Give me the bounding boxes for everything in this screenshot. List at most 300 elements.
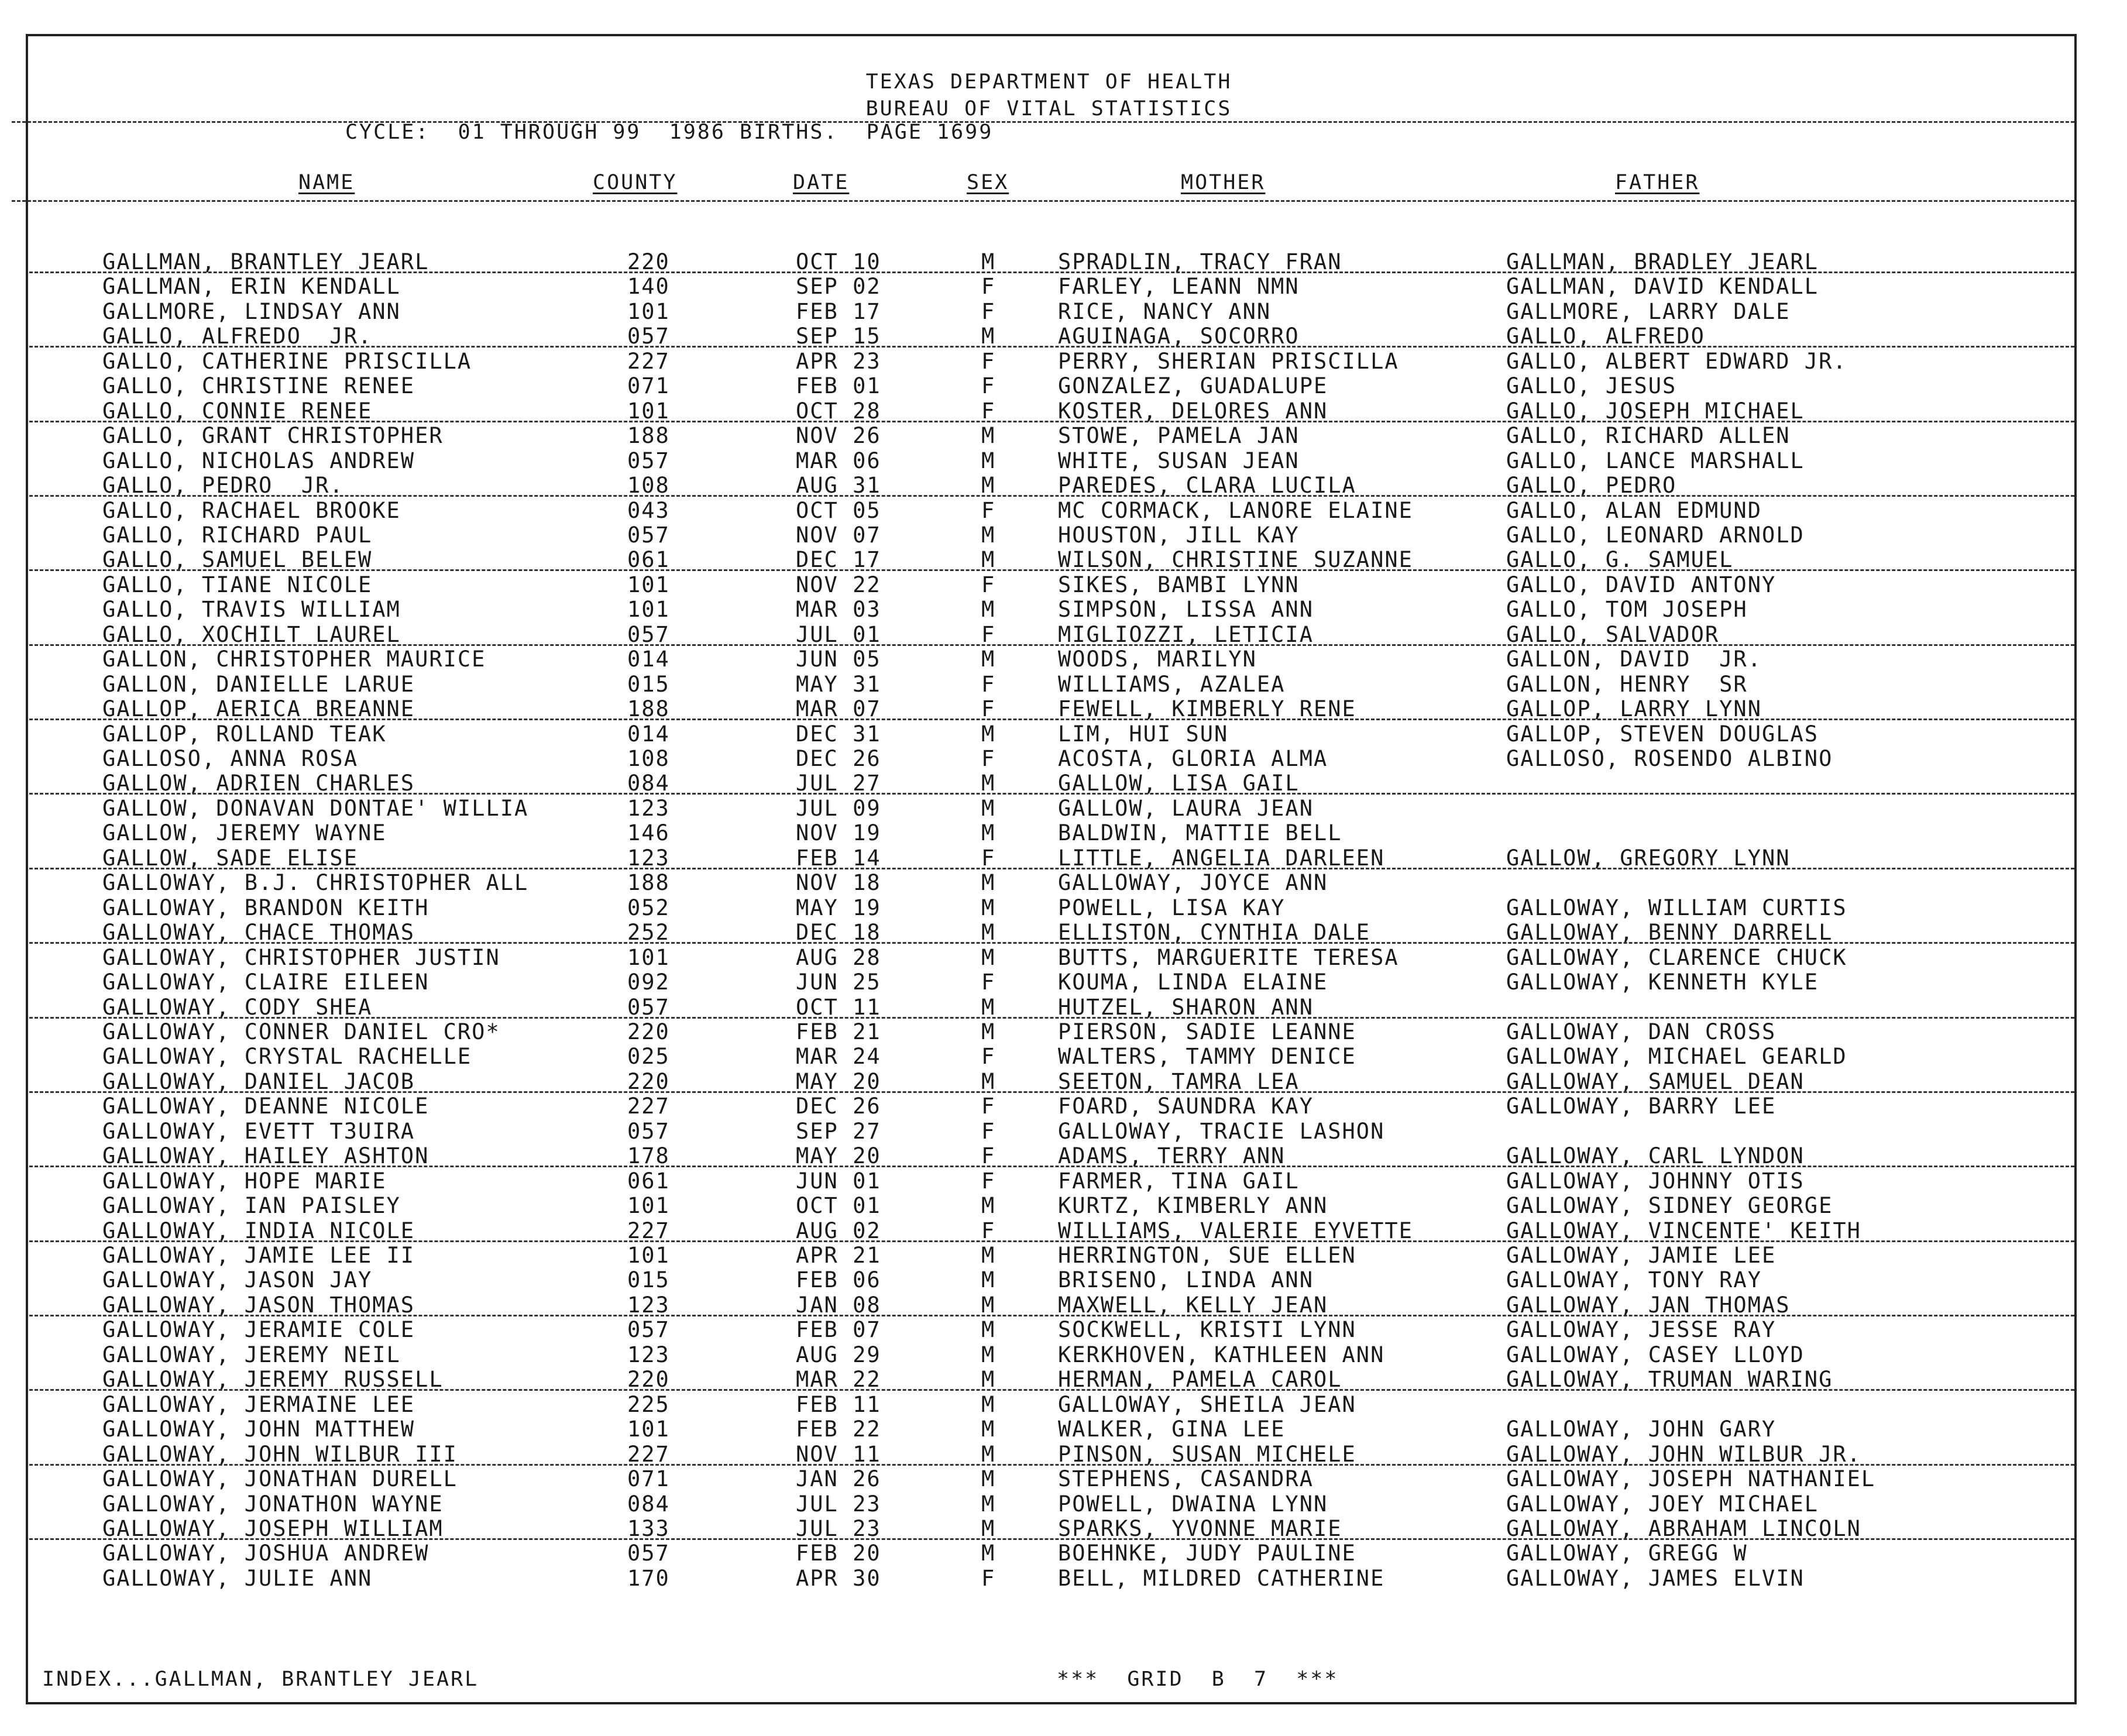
record-sex: F [981,1218,996,1243]
record-date: MAY 20 [796,1068,881,1094]
record-county: 188 [627,696,670,722]
record-date: JUL 27 [796,771,881,796]
record-name: GALLOW, ADRIEN CHARLES [102,771,415,796]
record-date: JUL 01 [796,621,881,647]
record-mother: SPARKS, YVONNE MARIE [1058,1515,1342,1541]
record-county: 108 [627,473,670,499]
record-county: 252 [627,920,670,946]
record-name: GALLOWAY, EVETT T3UIRA [102,1118,415,1144]
record-sex: M [981,1317,996,1343]
record-sex: M [981,249,996,274]
record-mother: BOEHNKE, JUDY PAULINE [1058,1541,1356,1566]
record-sex: M [981,1491,996,1517]
record-father: GALLOWAY, GREGG W [1506,1541,1748,1566]
record-mother: GALLOWAY, SHEILA JEAN [1058,1391,1356,1417]
record-name: GALLOWAY, DANIEL JACOB [102,1068,415,1094]
record-date: MAY 31 [796,671,881,697]
record-mother: POWELL, LISA KAY [1058,895,1286,920]
record-name: GALLOWAY, JEREMY RUSSELL [102,1367,444,1393]
table-row [0,1044,2127,1068]
record-father: GALLO, ALAN EDMUND [1506,497,1762,523]
record-name: GALLO, RICHARD PAUL [102,522,373,548]
record-mother: HERRINGTON, SUE ELLEN [1058,1243,1356,1268]
record-father: GALLMAN, BRADLEY JEARL [1506,249,1819,274]
table-row [0,249,2127,274]
record-name: GALLOW, JEREMY WAYNE [102,820,387,846]
record-date: JUL 23 [796,1491,881,1517]
record-sex: M [981,795,996,821]
record-mother: FOARD, SAUNDRA KAY [1058,1094,1314,1119]
record-sex: M [981,870,996,896]
record-sex: M [981,448,996,473]
record-county: 140 [627,274,670,300]
record-sex: F [981,1118,996,1144]
record-name: GALLOW, SADE ELISE [102,845,358,871]
table-row [0,1516,2127,1541]
table-row [0,299,2127,324]
record-name: GALLOWAY, JOSEPH WILLIAM [102,1515,444,1541]
table-row [0,1168,2127,1193]
table-row [0,945,2127,970]
record-county: 188 [627,423,670,449]
record-date: APR 30 [796,1565,881,1591]
record-sex: M [981,1019,996,1044]
record-sex: M [981,1367,996,1393]
record-name: GALLOWAY, CONNER DANIEL CRO* [102,1019,500,1044]
record-name: GALLO, TIANE NICOLE [102,572,373,597]
record-date: JUL 23 [796,1515,881,1541]
table-row [0,1566,2127,1590]
record-mother: FARMER, TINA GAIL [1058,1168,1300,1194]
record-name: GALLO, ALFREDO JR. [102,324,373,349]
table-row [0,920,2127,944]
record-sex: M [981,820,996,846]
header-divider-bottom [12,200,2074,202]
record-mother: ACOSTA, GLORIA ALMA [1058,746,1328,771]
record-father: GALLO, DAVID ANTONY [1506,572,1776,597]
table-row [0,473,2127,497]
record-sex: M [981,1417,996,1442]
record-name: GALLO, GRANT CHRISTOPHER [102,423,444,449]
record-name: GALLON, CHRISTOPHER MAURICE [102,647,486,672]
record-sex: F [981,696,996,722]
record-mother: FARLEY, LEANN NMN [1058,274,1300,300]
record-sex: F [981,348,996,374]
record-mother: STEPHENS, CASANDRA [1058,1466,1314,1492]
record-mother: SIKES, BAMBI LYNN [1058,572,1300,597]
record-date: DEC 31 [796,721,881,747]
record-county: 057 [627,324,670,349]
record-mother: KOUMA, LINDA ELAINE [1058,970,1328,995]
record-date: OCT 11 [796,994,881,1020]
record-name: GALLMAN, ERIN KENDALL [102,274,401,300]
table-row [0,1292,2127,1317]
record-date: FEB 06 [796,1267,881,1293]
report-subtitle: BUREAU OF VITAL STATISTICS [865,97,1232,121]
record-county: 015 [627,1267,670,1293]
table-row [0,1466,2127,1491]
report-title: TEXAS DEPARTMENT OF HEALTH [865,70,1232,94]
record-county: 015 [627,671,670,697]
table-row [0,672,2127,696]
record-county: 101 [627,1243,670,1268]
record-mother: LIM, HUI SUN [1058,721,1229,747]
record-sex: M [981,522,996,548]
record-county: 014 [627,647,670,672]
record-sex: F [981,497,996,523]
record-mother: GALLOW, LISA GAIL [1058,771,1300,796]
table-row [0,1392,2127,1417]
record-father: GALLOWAY, TRUMAN WARING [1506,1367,1833,1393]
table-row [0,1094,2127,1118]
record-date: NOV 07 [796,522,881,548]
record-father: GALLOP, STEVEN DOUGLAS [1506,721,1819,747]
record-name: GALLOWAY, JEREMY NEIL [102,1342,401,1367]
record-mother: KERKHOVEN, KATHLEEN ANN [1058,1342,1385,1367]
record-date: JAN 08 [796,1292,881,1318]
record-county: 170 [627,1565,670,1591]
record-date: SEP 02 [796,274,881,300]
table-row [0,547,2127,572]
record-name: GALLOWAY, JULIE ANN [102,1565,373,1591]
table-row [0,647,2127,671]
record-date: AUG 28 [796,944,881,970]
record-date: APR 23 [796,348,881,374]
record-mother: WILLIAMS, AZALEA [1058,671,1286,697]
record-date: APR 21 [796,1243,881,1268]
record-mother: BRISENO, LINDA ANN [1058,1267,1314,1293]
record-sex: F [981,1565,996,1591]
record-date: DEC 18 [796,920,881,946]
record-father: GALLMAN, DAVID KENDALL [1506,274,1819,300]
record-county: 146 [627,820,670,846]
record-name: GALLMAN, BRANTLEY JEARL [102,249,429,274]
record-sex: M [981,1193,996,1219]
record-name: GALLOWAY, JOSHUA ANDREW [102,1541,429,1566]
record-sex: F [981,1094,996,1119]
record-sex: M [981,1292,996,1318]
record-father: GALLOWAY, JOHNNY OTIS [1506,1168,1805,1194]
table-row [0,1491,2127,1516]
record-name: GALLOWAY, DEANNE NICOLE [102,1094,429,1119]
record-father: GALLON, HENRY SR [1506,671,1748,697]
record-date: FEB 17 [796,298,881,324]
record-sex: M [981,1243,996,1268]
table-row [0,771,2127,795]
record-date: AUG 29 [796,1342,881,1367]
record-county: 057 [627,621,670,647]
record-sex: F [981,621,996,647]
record-father: GALLOWAY, CASEY LLOYD [1506,1342,1805,1367]
record-date: AUG 02 [796,1218,881,1243]
record-name: GALLMORE, LINDSAY ANN [102,298,401,324]
record-name: GALLO, CATHERINE PRISCILLA [102,348,472,374]
record-mother: WILSON, CHRISTINE SUZANNE [1058,547,1413,573]
record-father: GALLO, G. SAMUEL [1506,547,1734,573]
record-father: GALLON, DAVID JR. [1506,647,1762,672]
record-county: 123 [627,1292,670,1318]
record-mother: WOODS, MARILYN [1058,647,1257,672]
table-row [0,820,2127,845]
record-mother: LITTLE, ANGELIA DARLEEN [1058,845,1385,871]
col-header-date: DATE [793,171,850,194]
record-father: GALLO, JOSEPH MICHAEL [1506,398,1805,424]
record-name: GALLOWAY, IAN PAISLEY [102,1193,401,1219]
record-father: GALLOP, LARRY LYNN [1506,696,1762,722]
record-sex: M [981,473,996,499]
record-county: 101 [627,1193,670,1219]
record-sex: M [981,944,996,970]
record-name: GALLOWAY, HOPE MARIE [102,1168,387,1194]
record-county: 057 [627,1118,670,1144]
record-county: 101 [627,572,670,597]
record-date: FEB 11 [796,1391,881,1417]
record-county: 123 [627,795,670,821]
record-mother: GALLOWAY, TRACIE LASHON [1058,1118,1385,1144]
record-sex: F [981,274,996,300]
record-date: JUL 09 [796,795,881,821]
table-row [0,373,2127,398]
record-date: MAR 22 [796,1367,881,1393]
record-mother: HOUSTON, JILL KAY [1058,522,1300,548]
record-date: JAN 26 [796,1466,881,1492]
table-row [0,1243,2127,1267]
table-row [0,1069,2127,1094]
col-header-mother: MOTHER [1181,171,1266,194]
table-row [0,1267,2127,1292]
record-sex: F [981,1168,996,1194]
record-name: GALLOW, DONAVAN DONTAE' WILLIA [102,795,529,821]
record-sex: M [981,1267,996,1293]
record-father: GALLOWAY, JOSEPH NATHANIEL [1506,1466,1876,1492]
record-name: GALLOWAY, CLAIRE EILEEN [102,970,429,995]
record-county: 071 [627,1466,670,1492]
record-county: 108 [627,746,670,771]
record-father: GALLMORE, LARRY DALE [1506,298,1791,324]
record-date: MAR 06 [796,448,881,473]
record-name: GALLOP, AERICA BREANNE [102,696,415,722]
record-mother: WILLIAMS, VALERIE EYVETTE [1058,1218,1413,1243]
table-row [0,398,2127,423]
record-name: GALLON, DANIELLE LARUE [102,671,415,697]
record-date: OCT 10 [796,249,881,274]
record-date: DEC 26 [796,1094,881,1119]
record-county: 101 [627,298,670,324]
record-father: GALLO, LANCE MARSHALL [1506,448,1805,473]
record-mother: SEETON, TAMRA LEA [1058,1068,1300,1094]
record-father: GALLO, TOM JOSEPH [1506,597,1748,623]
table-row [0,324,2127,348]
record-county: 227 [627,348,670,374]
record-mother: ELLISTON, CYNTHIA DALE [1058,920,1371,946]
table-row [0,1342,2127,1367]
record-county: 220 [627,1019,670,1044]
record-county: 014 [627,721,670,747]
record-name: GALLOWAY, CHACE THOMAS [102,920,415,946]
record-name: GALLOWAY, JONATHON WAYNE [102,1491,444,1517]
record-county: 057 [627,1317,670,1343]
record-sex: F [981,572,996,597]
record-county: 057 [627,448,670,473]
record-father: GALLOWAY, SAMUEL DEAN [1506,1068,1805,1094]
record-mother: ADAMS, TERRY ANN [1058,1143,1286,1169]
record-county: 188 [627,870,670,896]
record-sex: M [981,895,996,920]
record-county: 227 [627,1441,670,1467]
record-county: 025 [627,1044,670,1070]
record-county: 061 [627,547,670,573]
record-father: GALLOWAY, WILLIAM CURTIS [1506,895,1847,920]
record-date: MAY 20 [796,1143,881,1169]
table-row [0,597,2127,621]
footer-index: INDEX...GALLMAN, BRANTLEY JEARL [42,1668,479,1691]
table-row [0,1417,2127,1441]
record-mother: BUTTS, MARGUERITE TERESA [1058,944,1399,970]
record-date: MAY 19 [796,895,881,920]
record-name: GALLO, CONNIE RENEE [102,398,373,424]
table-row [0,895,2127,920]
record-sex: M [981,547,996,573]
record-sex: M [981,324,996,349]
record-name: GALLOP, ROLLAND TEAK [102,721,387,747]
table-row [0,696,2127,721]
record-name: GALLOWAY, CRYSTAL RACHELLE [102,1044,472,1070]
record-county: 220 [627,1068,670,1094]
record-father: GALLOWAY, DAN CROSS [1506,1019,1776,1044]
record-date: NOV 26 [796,423,881,449]
record-name: GALLO, SAMUEL BELEW [102,547,373,573]
record-county: 084 [627,771,670,796]
record-father: GALLOWAY, BARRY LEE [1506,1094,1776,1119]
record-mother: WALKER, GINA LEE [1058,1417,1286,1442]
record-date: NOV 19 [796,820,881,846]
record-mother: FEWELL, KIMBERLY RENE [1058,696,1356,722]
record-name: GALLO, RACHAEL BROOKE [102,497,401,523]
record-county: 061 [627,1168,670,1194]
record-sex: M [981,994,996,1020]
record-father: GALLOSO, ROSENDO ALBINO [1506,746,1833,771]
table-row [0,1143,2127,1168]
table-row [0,1442,2127,1466]
record-father: GALLO, LEONARD ARNOLD [1506,522,1805,548]
record-sex: M [981,1391,996,1417]
table-row [0,274,2127,298]
record-mother: BALDWIN, MATTIE BELL [1058,820,1342,846]
record-mother: MIGLIOZZI, LETICIA [1058,621,1314,647]
record-county: 220 [627,249,670,274]
record-father: GALLOW, GREGORY LYNN [1506,845,1791,871]
record-date: MAR 24 [796,1044,881,1070]
record-name: GALLOWAY, JERAMIE COLE [102,1317,415,1343]
table-row [0,845,2127,870]
record-sex: M [981,1541,996,1566]
record-sex: M [981,1342,996,1367]
record-county: 057 [627,994,670,1020]
record-sex: M [981,1441,996,1467]
record-mother: POWELL, DWAINA LYNN [1058,1491,1328,1517]
table-row [0,572,2127,597]
record-name: GALLOWAY, HAILEY ASHTON [102,1143,429,1169]
record-name: GALLOWAY, BRANDON KEITH [102,895,429,920]
record-date: DEC 17 [796,547,881,573]
record-mother: SPRADLIN, TRACY FRAN [1058,249,1342,274]
record-father: GALLOWAY, JAN THOMAS [1506,1292,1791,1318]
record-date: FEB 01 [796,373,881,399]
record-date: FEB 21 [796,1019,881,1044]
record-mother: PERRY, SHERIAN PRISCILLA [1058,348,1399,374]
record-date: OCT 28 [796,398,881,424]
record-mother: PAREDES, CLARA LUCILA [1058,473,1356,499]
record-county: 220 [627,1367,670,1393]
record-mother: GONZALEZ, GUADALUPE [1058,373,1328,399]
record-father: GALLO, RICHARD ALLEN [1506,423,1791,449]
col-header-sex: SEX [967,171,1009,194]
record-county: 101 [627,1417,670,1442]
record-county: 101 [627,597,670,623]
record-name: GALLOWAY, JOHN WILBUR III [102,1441,458,1467]
record-sex: F [981,298,996,324]
record-name: GALLOWAY, INDIA NICOLE [102,1218,415,1243]
record-sex: M [981,1515,996,1541]
record-date: SEP 27 [796,1118,881,1144]
table-row [0,746,2127,771]
record-mother: STOWE, PAMELA JAN [1058,423,1300,449]
record-date: FEB 20 [796,1541,881,1566]
record-county: 043 [627,497,670,523]
table-row [0,522,2127,547]
table-row [0,1317,2127,1342]
record-father: GALLO, PEDRO [1506,473,1677,499]
table-row [0,1193,2127,1218]
record-sex: M [981,1466,996,1492]
record-county: 101 [627,944,670,970]
record-sex: M [981,771,996,796]
record-father: GALLOWAY, JAMES ELVIN [1506,1565,1805,1591]
record-county: 227 [627,1218,670,1243]
record-name: GALLOWAY, CODY SHEA [102,994,373,1020]
record-mother: SOCKWELL, KRISTI LYNN [1058,1317,1356,1343]
record-father: GALLOWAY, MICHAEL GEARLD [1506,1044,1847,1070]
record-county: 123 [627,1342,670,1367]
table-row [0,498,2127,522]
record-sex: M [981,721,996,747]
record-date: MAR 03 [796,597,881,623]
record-date: OCT 05 [796,497,881,523]
record-father: GALLO, ALBERT EDWARD JR. [1506,348,1847,374]
record-mother: KOSTER, DELORES ANN [1058,398,1328,424]
record-father: GALLOWAY, KENNETH KYLE [1506,970,1819,995]
record-date: JUN 05 [796,647,881,672]
record-father: GALLOWAY, CLARENCE CHUCK [1506,944,1847,970]
table-row [0,1119,2127,1143]
record-sex: F [981,1143,996,1169]
record-county: 178 [627,1143,670,1169]
record-father: GALLO, JESUS [1506,373,1677,399]
record-father: GALLOWAY, ABRAHAM LINCOLN [1506,1515,1861,1541]
side-label [0,1656,42,1679]
record-father: GALLOWAY, JOHN WILBUR JR. [1506,1441,1861,1467]
record-name: GALLOSO, ANNA ROSA [102,746,358,771]
table-row [0,796,2127,820]
record-mother: GALLOWAY, JOYCE ANN [1058,870,1328,896]
record-name: GALLOWAY, JAMIE LEE II [102,1243,415,1268]
record-county: 057 [627,1541,670,1566]
record-father: GALLOWAY, TONY RAY [1506,1267,1762,1293]
record-name: GALLOWAY, JASON JAY [102,1267,373,1293]
record-mother: KURTZ, KIMBERLY ANN [1058,1193,1328,1219]
record-mother: MC CORMACK, LANORE ELAINE [1058,497,1413,523]
record-father: GALLOWAY, JOHN GARY [1506,1417,1776,1442]
